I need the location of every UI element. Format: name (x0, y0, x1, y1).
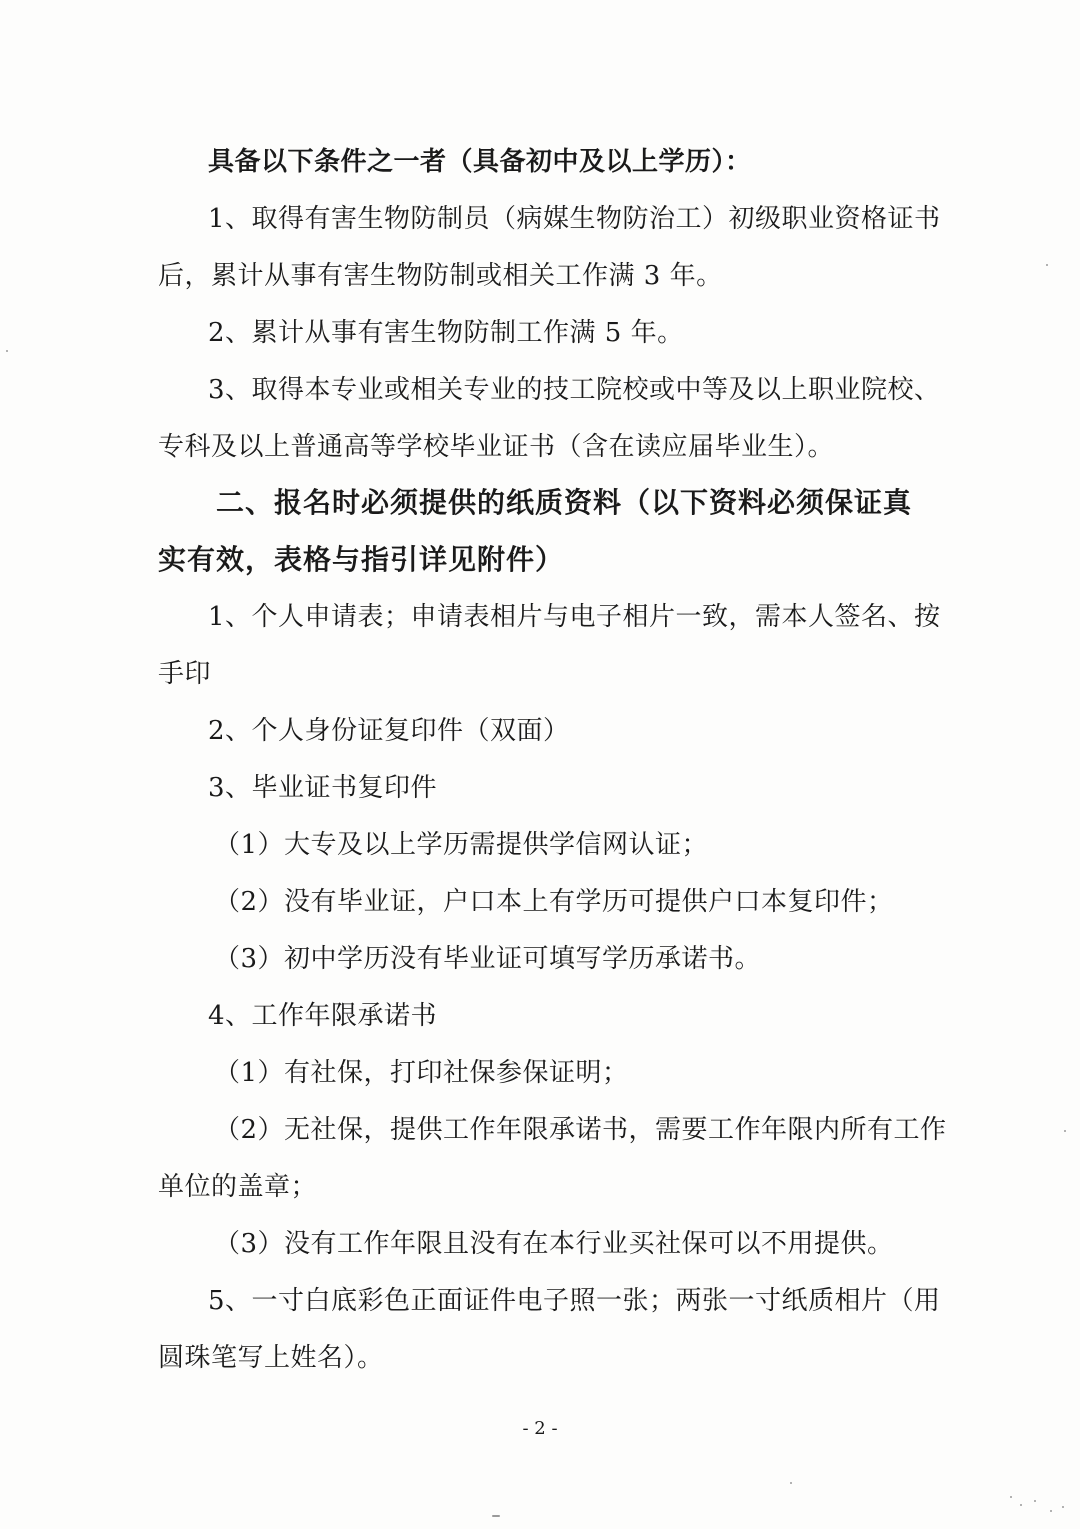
material-5-line-2: 圆珠笔写上姓名）。 (158, 1343, 384, 1373)
scan-speck (1010, 1496, 1012, 1498)
scan-speck (492, 1515, 500, 1517)
scan-speck (1064, 1130, 1066, 1132)
material-4-item-2-line-1: （2）无社保，提供工作年限承诺书，需要工作年限内所有工作 (214, 1115, 947, 1145)
material-4: 4、工作年限承诺书 (208, 1001, 438, 1031)
material-4-item-1: （1）有社保，打印社保参保证明； (214, 1058, 629, 1088)
scan-speck (1062, 1506, 1064, 1508)
scan-speck (1034, 1500, 1036, 1502)
scan-speck (790, 1482, 792, 1484)
section-two-heading-line-1: 二、报名时必须提供的纸质资料（以下资料必须保证真 (216, 486, 913, 519)
scan-speck (1046, 264, 1048, 266)
condition-3-line-1: 3、取得本专业或相关专业的技工院校或中等及以上职业院校、 (208, 375, 941, 405)
scan-speck (6, 350, 8, 352)
conditions-intro: 具备以下条件之一者（具备初中及以上学历）： (208, 147, 752, 177)
scan-speck (1050, 1510, 1052, 1512)
condition-1-line-2: 后，累计从事有害生物防制或相关工作满 3 年。 (158, 261, 723, 291)
scan-speck (1020, 1504, 1022, 1506)
material-4-item-3: （3）没有工作年限且没有在本行业买社保可以不用提供。 (214, 1229, 894, 1259)
material-5-line-1: 5、一寸白底彩色正面证件电子照一张；两张一寸纸质相片（用 (208, 1286, 941, 1316)
condition-3-line-2: 专科及以上普通高等学校毕业证书（含在读应届毕业生）。 (158, 432, 835, 462)
material-3-item-1: （1）大专及以上学历需提供学信网认证； (214, 830, 709, 860)
material-3-item-2: （2）没有毕业证，户口本上有学历可提供户口本复印件； (214, 887, 894, 917)
condition-2: 2、累计从事有害生物防制工作满 5 年。 (208, 318, 684, 348)
material-3-item-3: （3）初中学历没有毕业证可填写学历承诺书。 (214, 944, 762, 974)
section-two-heading-line-2: 实有效，表格与指引详见附件） (158, 543, 565, 576)
material-2: 2、个人身份证复印件（双面） (208, 716, 570, 746)
material-4-item-2-line-2: 单位的盖章； (158, 1172, 318, 1202)
page-number: - 2 - (522, 1418, 558, 1439)
condition-1-line-1: 1、取得有害生物防制员（病媒生物防治工）初级职业资格证书 (208, 204, 941, 234)
material-1-line-1: 1、个人申请表；申请表相片与电子相片一致，需本人签名、按 (208, 602, 941, 632)
material-1-line-2: 手印 (158, 659, 212, 689)
material-3: 3、毕业证书复印件 (208, 773, 438, 803)
